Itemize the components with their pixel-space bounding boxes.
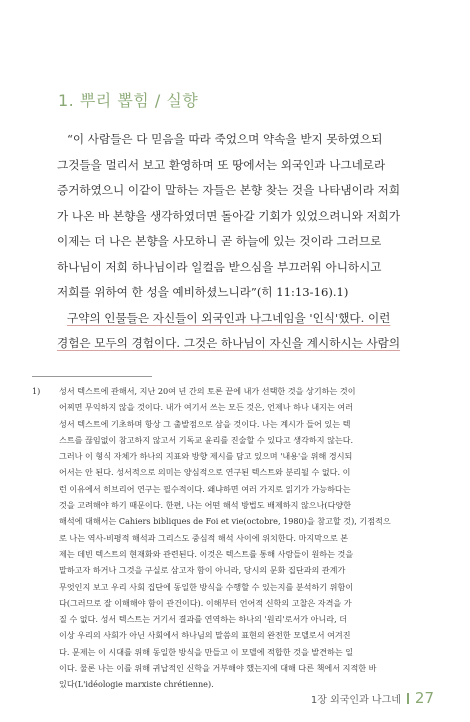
footnote-number: 1) xyxy=(32,386,41,396)
body-line: 이제는 더 나은 본향을 사모하니 곧 하늘에 있는 것이라 그러므로 xyxy=(57,234,382,248)
footnote-line: 다. 문제는 이 시대를 위해 동일한 방식을 만들고 이 모델에 적합한 것을 발견하는 일 xyxy=(59,646,354,657)
page-footer xyxy=(311,689,434,707)
footnote-line xyxy=(32,383,432,399)
footnote-line: 있다(L'idéologie marxiste chrétienne). xyxy=(59,679,214,690)
footer-divider xyxy=(407,693,409,704)
body-line: 하나님이 저희 하나님이라 일컬음 받으심을 부끄러워 아니하시고 xyxy=(57,259,382,274)
footnote-line: 스트를 끊임없이 참고하지 않고서 기독교 윤리를 진술할 수 있다고 생각하지 않는다. xyxy=(59,434,354,445)
footnote-line: 해석에 대해서는 Cahiers bibliques de Foi et vie(octobre, 1980)을 참고할 것), 기점적으 xyxy=(59,516,391,527)
body-line: 증거하였으니 이같이 말하는 자들은 본향 찾는 것을 나타냄이라 저희 xyxy=(57,183,401,197)
body-text xyxy=(57,127,425,357)
running-footer-chapter: 1장 외국인과 나그네 xyxy=(310,694,401,706)
footnote-line: 그러나 이 형식 자체가 하나의 지표와 방향 제시를 담고 있으며 '내용'을 위해 경시되 xyxy=(59,451,353,462)
footnote-line: 질 수 없다. 성서 텍스트는 거기서 결과를 연역하는 하나의 '원리'로서가 아니라, 더 xyxy=(59,614,348,625)
footnote-line: 로 나는 역사-비평적 해석과 그리스도 중심적 해석 사이에 위치한다. 마지막으로 본 xyxy=(59,532,349,543)
footnote-line: 어찌면 무익하지 않을 것이다. 내가 여기서 쓰는 모든 것은, 언제나 하나 내지는 여러 xyxy=(59,402,354,413)
body-line: “이 사람들은 다 믿음을 따라 죽었으며 약속을 받지 못하였으되 xyxy=(67,132,383,146)
footnote-line: 말하고자 하거나 그것을 구실로 삼고자 함이 아니라, 당시의 문화 집단과의 관계가 xyxy=(59,565,346,576)
footnote-line: 런 이유에서 히브리어 연구는 필수적이다. 왜냐하면 여러 가지로 읽기가 가능하다는 xyxy=(59,483,351,494)
underlined-text: 경험은 모두의 경험이다. 그것은 하나님이 자신을 계시하시는 사람의 xyxy=(57,336,401,350)
footnote-line: 것을 고려해야 하기 때문이다. 한편, 나는 어떤 해석 방법도 배제하지 않으나(다양한 xyxy=(59,500,352,511)
body-line xyxy=(57,306,425,332)
footnote-line: 성서 텍스트에 기초하며 항상 그 출발점으로 삼을 것이다. 나는 계시가 들어 있는 텍 xyxy=(59,418,351,429)
footnote-line: 이상 우리의 사회가 아닌 사회에서 하나님의 말씀의 표현의 완전한 모델로서 여겨진 xyxy=(59,630,351,641)
footnote-line: 다(그러므로 잘 이해해야 함이 관건이다). 이해부터 언어적 신학의 고찰은 자격을 가 xyxy=(59,597,352,608)
footnote-line: 이다. 물론 나는 이를 위해 귀납적인 신학을 거부해야 했는지에 대해 다른 책에서 지적한 바 xyxy=(59,663,377,674)
page-number: 27 xyxy=(414,689,434,707)
footnote-text: 성서 텍스트에 관해서, 지난 20여 년 간의 토론 끝에 내가 선택한 것을 상기하는 것이 xyxy=(59,386,356,396)
body-line: 저희를 위하여 한 성을 예비하셨느니라”(히 11:13-16).1) xyxy=(57,285,349,299)
body-line xyxy=(57,331,425,357)
body-line: 그것들을 멀리서 보고 환영하며 또 땅에서는 외국인과 나그네로라 xyxy=(57,157,386,172)
footnote-line: 제는 데빈 텍스트의 현재화와 관련된다. 이것은 텍스트를 통해 사람들이 원하는 것을 xyxy=(59,548,354,559)
footnote-line: 어서는 안 된다. 성서적으로 의미는 양심적으로 연구된 텍스트와 분리될 수 없다. 이 xyxy=(59,467,351,478)
footnote xyxy=(32,383,432,693)
underlined-text: 구약의 인물들은 자신들이 외국인과 나그네임을 '인식'했다. 이런 xyxy=(67,310,391,325)
footnote-divider xyxy=(32,376,152,377)
body-line: 가 나온 바 본향을 생각하였더면 돌아갈 기회가 있었으려니와 저희가 xyxy=(57,208,401,223)
section-title: 1. 뿌리 뽑힘 / 실향 xyxy=(58,91,199,110)
footnote-line: 무엇인지 보고 우리 사회 집단에 동일한 방식을 수행할 수 있는지를 분석하기 위함이 xyxy=(59,581,354,592)
